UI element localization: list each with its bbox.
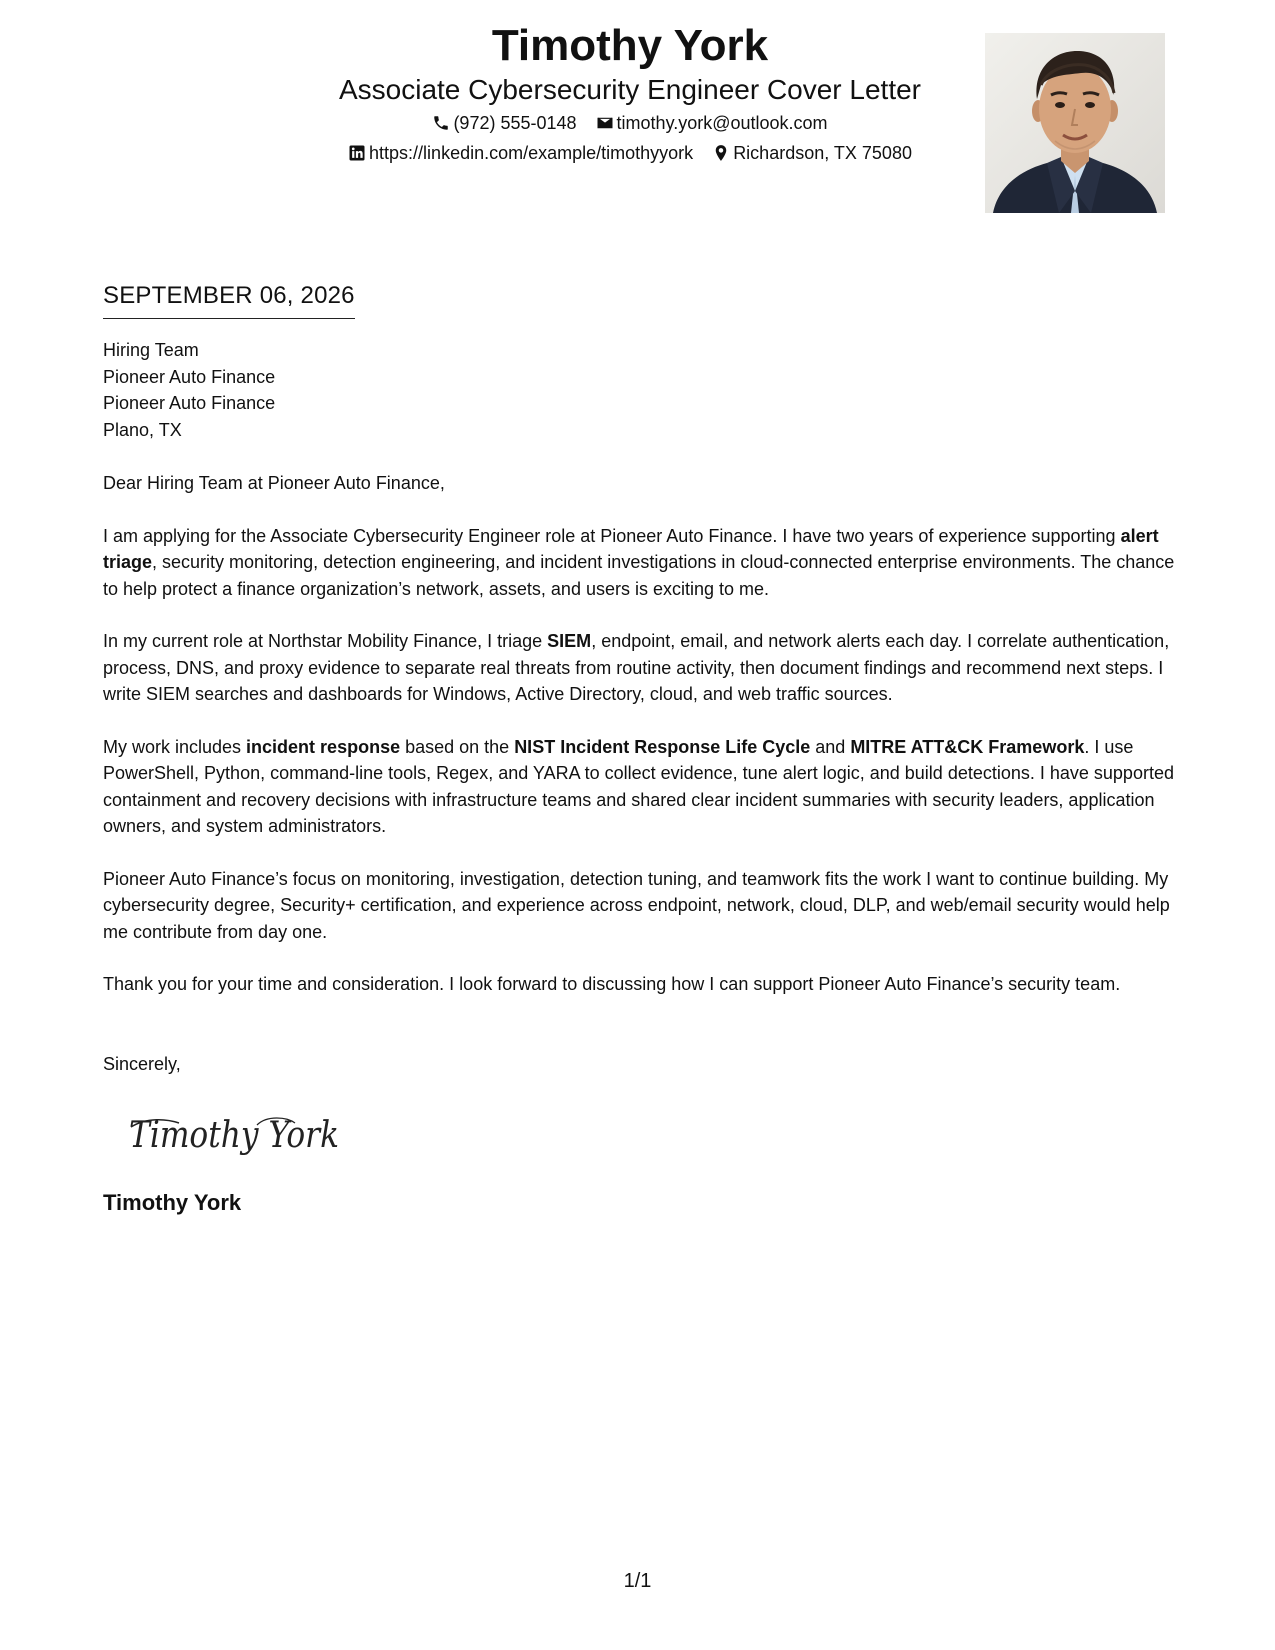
signature-text: Timothy York: [129, 1115, 339, 1156]
handwritten-signature: [127, 1107, 357, 1167]
portrait-image: [985, 33, 1165, 213]
contact-phone[interactable]: [432, 108, 576, 138]
paragraph-text: I am applying for the Associate Cybersecurity Engineer role at Pioneer Auto Finance. I have two years of experience supporting: [103, 525, 1121, 546]
body-paragraph-5: Thank you for your time and consideration. I look forward to discussing how I can support Pioneer Auto Finance’s security team.: [103, 974, 1121, 994]
paragraph-text: and: [810, 736, 851, 757]
recipient-line: Hiring Team: [103, 340, 199, 360]
letter-date: SEPTEMBER 06, 2026: [103, 280, 355, 319]
signature-image: [127, 1107, 357, 1167]
highlight-text: alert triage: [103, 525, 1159, 572]
body-paragraph-3: [103, 734, 1183, 840]
closing: Sincerely,: [103, 1053, 181, 1074]
recipient-line: Pioneer Auto Finance: [103, 366, 276, 387]
contact-email[interactable]: [596, 108, 828, 138]
contact-location: [712, 138, 912, 168]
map-pin-icon: [712, 144, 730, 162]
contact-linkedin[interactable]: [348, 138, 693, 168]
linkedin-url: https://linkedin.com/example/timothyyork: [369, 143, 694, 163]
body-paragraph-4: Pioneer Auto Finance’s focus on monitoring, investigation, detection tuning, and teamwork fits the work I want to continue building. My cybersecurity degree, Security+ certification, and experience across endpoint, network, cloud, DLP, and web/email security would help me contribute from day one.: [103, 868, 1170, 942]
recipient-address: [103, 337, 1183, 443]
email-address: timothy.york@outlook.com: [616, 113, 828, 133]
phone-icon: [432, 114, 450, 132]
recipient-line: Plano, TX: [103, 419, 182, 440]
highlight-text: MITRE ATT&CK Framework: [850, 736, 1085, 757]
envelope-icon: [596, 114, 614, 132]
paragraph-text: based on the: [400, 736, 515, 757]
recipient-line: Pioneer Auto Finance: [103, 393, 276, 413]
profile-photo: [985, 33, 1165, 213]
paragraph-text: , security monitoring, detection engineering, and incident investigations in cloud-connected enterprise environments. The chance to help protect a finance organization’s network, assets, and users is exciting to me.: [103, 552, 1175, 599]
salutation: Dear Hiring Team at Pioneer Auto Finance,: [103, 473, 445, 493]
paragraph-text: , endpoint, email, and network alerts each day. I correlate authentication, process, DNS, and proxy evidence to separate real threats from routine activity, then document findings and recommend next steps. I write SIEM searches and dashboards for Windows, Active Directory, cloud, and web traffic sources.: [103, 631, 1170, 704]
highlight-text: SIEM: [547, 631, 592, 651]
letter-subtitle: Associate Cybersecurity Engineer Cover Letter: [338, 74, 922, 105]
phone-number: (972) 555-0148: [453, 113, 577, 133]
signer-name: Timothy York: [103, 1190, 242, 1215]
paragraph-text: . I use PowerShell, Python, command-line tools, Regex, and YARA to collect evidence, tune alert logic, and build detections. I have supported containment and recovery decisions with infrastructure teams and shared clear incident summaries with security leaders, application owners, and system administrators.: [103, 736, 1174, 836]
paragraph-text: My work includes: [103, 736, 247, 757]
highlight-text: incident response: [246, 736, 401, 757]
location-text: Richardson, TX 75080: [733, 143, 912, 163]
paragraph-text: In my current role at Northstar Mobility Finance, I triage: [103, 631, 548, 651]
body-paragraph-2: [103, 628, 1183, 708]
letter-body: [103, 280, 1183, 1217]
body-paragraph-1: [103, 523, 1183, 603]
page-number: 1/1: [623, 1570, 652, 1592]
linkedin-icon: [348, 144, 366, 162]
highlight-text: NIST Incident Response Life Cycle: [514, 736, 811, 757]
applicant-name: Timothy York: [491, 21, 769, 70]
